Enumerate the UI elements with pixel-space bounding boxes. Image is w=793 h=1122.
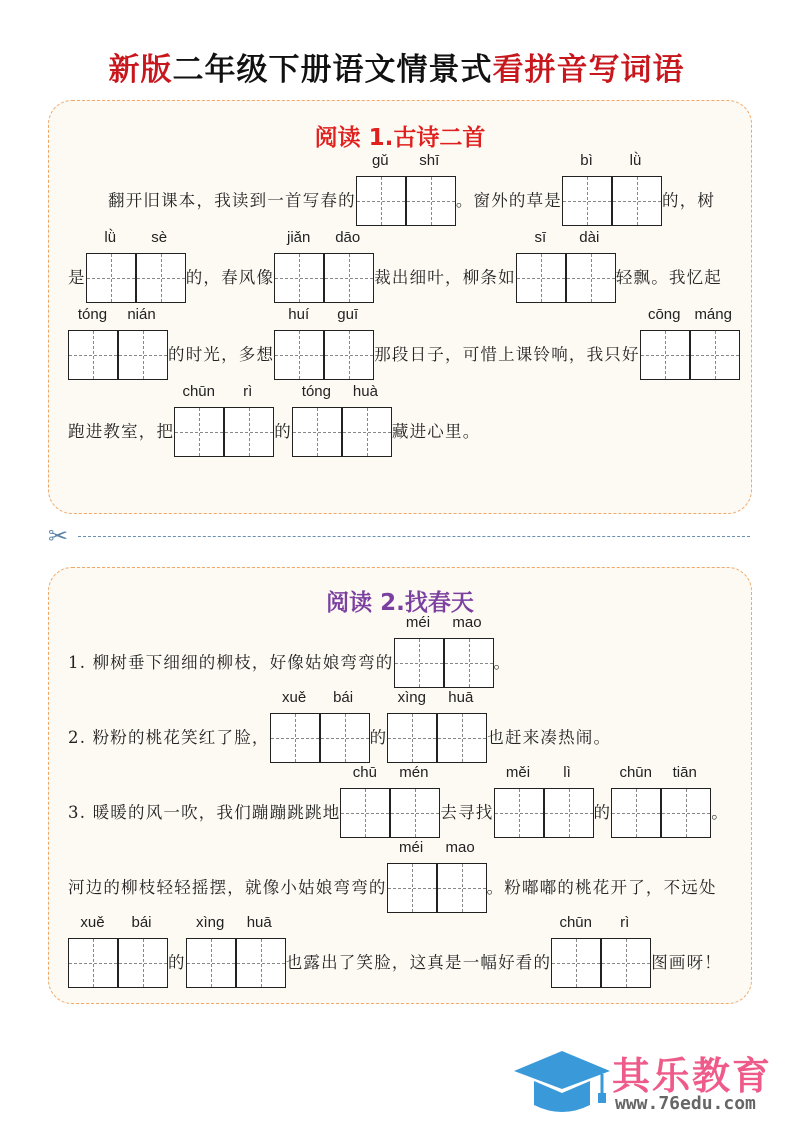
writing-cell[interactable] — [387, 713, 437, 763]
writing-cell[interactable] — [68, 938, 118, 988]
pinyin-label: lì — [563, 764, 571, 781]
answer-box-group — [174, 383, 274, 457]
pinyin-label: xìng — [196, 914, 225, 931]
sentence-text: 2. 粉粉的桃花笑红了脸， — [68, 728, 270, 747]
pinyin-label: xuě — [282, 689, 307, 706]
writing-cell[interactable] — [86, 253, 136, 303]
answer-box-group — [68, 306, 168, 380]
writing-cell[interactable] — [544, 788, 594, 838]
answer-box-group — [340, 764, 440, 838]
title-part-1: 新版 — [108, 52, 173, 88]
pinyin-label: huā — [246, 914, 272, 931]
writing-cell[interactable] — [494, 788, 544, 838]
logo-name: 其乐教育 — [612, 1054, 773, 1098]
sentence-text: 是 — [68, 268, 86, 287]
writing-cell[interactable] — [437, 863, 487, 913]
sentence-text: 藏进心里。 — [391, 422, 481, 441]
pinyin-label: mao — [452, 614, 482, 631]
answer-box-group — [562, 152, 662, 226]
section2-line-2 — [68, 689, 612, 763]
pinyin-label: sī — [534, 229, 547, 246]
answer-box-group — [387, 689, 487, 763]
sentence-text: 。粉嘟嘟的桃花开了，不远处 — [486, 878, 717, 897]
writing-cell[interactable] — [324, 253, 374, 303]
section1-line-1 — [108, 152, 716, 226]
sentence-text: 的 — [168, 953, 186, 972]
sentence-text: 裁出细叶，柳条如 — [374, 268, 516, 287]
writing-cell[interactable] — [390, 788, 440, 838]
answer-box-group — [387, 839, 487, 913]
pinyin-label: chūn — [619, 764, 652, 781]
sentence-text: 的时光，多想 — [168, 345, 275, 364]
cut-line — [78, 536, 750, 537]
pinyin-label: chūn — [182, 383, 215, 400]
section1-line-3 — [68, 306, 740, 380]
sentence-text: 3. 暖暖的风一吹，我们蹦蹦跳跳地 — [68, 803, 341, 822]
logo-url: www.76edu.com — [615, 1093, 756, 1114]
pinyin-label: nián — [127, 306, 156, 323]
pinyin-label: tóng — [301, 383, 331, 400]
pinyin-label: bái — [131, 914, 152, 931]
section2-line-1 — [68, 614, 512, 688]
writing-cell[interactable] — [406, 176, 456, 226]
answer-box-group — [551, 914, 651, 988]
writing-cell[interactable] — [320, 713, 370, 763]
pinyin-label: mao — [445, 839, 475, 856]
writing-cell[interactable] — [224, 407, 274, 457]
pinyin-label: xuě — [80, 914, 105, 931]
answer-box-group — [611, 764, 711, 838]
graduation-cap-icon — [512, 1043, 612, 1118]
answer-box-group — [292, 383, 392, 457]
sentence-text: 图画呀！ — [651, 953, 723, 972]
sentence-text: 轻飘。我忆起 — [615, 268, 723, 287]
pinyin-label: huà — [352, 383, 378, 400]
pinyin-label: dài — [579, 229, 600, 246]
pinyin-label: dāo — [335, 229, 361, 246]
writing-cell[interactable] — [394, 638, 444, 688]
writing-cell[interactable] — [516, 253, 566, 303]
pinyin-label: chū — [352, 764, 377, 781]
pinyin-label: méi — [405, 614, 431, 631]
writing-cell[interactable] — [118, 938, 168, 988]
sentence-text: 的 — [274, 422, 292, 441]
pinyin-label: tóng — [77, 306, 108, 323]
sentence-text: 去寻找 — [440, 803, 494, 822]
writing-cell[interactable] — [601, 938, 651, 988]
answer-box-group — [270, 689, 370, 763]
writing-cell[interactable] — [661, 788, 711, 838]
writing-cell[interactable] — [68, 330, 118, 380]
sentence-text: 那段日子，可惜上课铃响，我只好 — [374, 345, 640, 364]
title-part-2: 二年级下册语文情景式 — [172, 52, 493, 88]
sentence-text: 的，树 — [662, 191, 716, 210]
writing-cell[interactable] — [174, 407, 224, 457]
pinyin-label: chūn — [559, 914, 592, 931]
page-title — [0, 44, 793, 89]
answer-box-group — [186, 914, 286, 988]
sentence-text: 河边的柳枝轻轻摇摆，就像小姑娘弯弯的 — [68, 878, 387, 897]
sentence-text: 1. 柳树垂下细细的柳枝，好像姑娘弯弯的 — [68, 653, 394, 672]
answer-box-group — [68, 914, 168, 988]
writing-cell[interactable] — [356, 176, 406, 226]
sentence-text: 的，春风像 — [185, 268, 275, 287]
writing-cell[interactable] — [324, 330, 374, 380]
sentence-text: 。窗外的草是 — [455, 191, 563, 210]
writing-cell[interactable] — [640, 330, 690, 380]
writing-cell[interactable] — [690, 330, 740, 380]
section1-line-2 — [68, 229, 723, 303]
writing-cell[interactable] — [342, 407, 392, 457]
pinyin-label: máng — [694, 306, 732, 323]
answer-box-group — [356, 152, 456, 226]
pinyin-label: mén — [399, 764, 429, 781]
sentence-text: 也露出了笑脸，这真是一幅好看的 — [285, 953, 552, 972]
answer-box-group — [274, 306, 374, 380]
pinyin-label: huā — [448, 689, 474, 706]
writing-cell[interactable] — [444, 638, 494, 688]
logo — [512, 1043, 792, 1118]
pinyin-label: lǜ — [629, 152, 642, 169]
sentence-text: 。 — [711, 803, 729, 822]
writing-cell[interactable] — [236, 938, 286, 988]
sentence-text: 跑进教室，把 — [68, 422, 175, 441]
pinyin-label: sè — [151, 229, 168, 246]
pinyin-label: rì — [620, 914, 630, 931]
writing-cell[interactable] — [562, 176, 612, 226]
writing-cell[interactable] — [270, 713, 320, 763]
section-2-title: 阅读 2.找春天 — [326, 590, 474, 616]
writing-cell[interactable] — [292, 407, 342, 457]
pinyin-label: cōng — [647, 306, 681, 323]
sentence-text: 翻开旧课本，我读到一首写春的 — [108, 191, 356, 210]
writing-cell[interactable] — [566, 253, 616, 303]
answer-box-group — [394, 614, 494, 688]
writing-cell[interactable] — [612, 176, 662, 226]
writing-cell[interactable] — [437, 713, 487, 763]
answer-box-group — [274, 229, 374, 303]
writing-cell[interactable] — [274, 253, 324, 303]
pinyin-label: guī — [337, 306, 359, 323]
section1-line-4 — [68, 383, 481, 457]
writing-cell[interactable] — [340, 788, 390, 838]
pinyin-label: gǔ — [371, 152, 389, 169]
pinyin-label: shī — [419, 152, 440, 169]
writing-cell[interactable] — [387, 863, 437, 913]
section2-line-5 — [68, 914, 723, 988]
sentence-text: 也赶来凑热闹。 — [487, 728, 612, 747]
section2-line-4 — [68, 839, 717, 913]
scissors-icon: ✂ — [48, 522, 69, 550]
pinyin-label: bì — [580, 152, 593, 169]
section2-line-3 — [68, 764, 729, 838]
answer-box-group — [516, 229, 616, 303]
answer-box-group — [640, 306, 740, 380]
answer-box-group — [86, 229, 186, 303]
answer-box-group — [494, 764, 594, 838]
sentence-text: 的 — [593, 803, 612, 822]
writing-cell[interactable] — [551, 938, 601, 988]
title-part-3: 看拼音写词语 — [492, 52, 685, 88]
sentence-text: 的 — [369, 728, 388, 747]
sentence-text: 。 — [493, 653, 512, 672]
writing-cell[interactable] — [136, 253, 186, 303]
pinyin-label: lǜ — [104, 229, 117, 246]
pinyin-label: měi — [505, 764, 531, 781]
writing-cell[interactable] — [118, 330, 168, 380]
pinyin-label: bái — [333, 689, 354, 706]
pinyin-label: méi — [399, 839, 424, 856]
writing-cell[interactable] — [186, 938, 236, 988]
pinyin-label: rì — [243, 383, 253, 400]
pinyin-label: jiǎn — [287, 229, 311, 246]
writing-cell[interactable] — [274, 330, 324, 380]
writing-cell[interactable] — [611, 788, 661, 838]
pinyin-label: xìng — [397, 689, 426, 706]
pinyin-label: huí — [288, 306, 310, 323]
pinyin-label: tiān — [672, 764, 697, 781]
section-1-title: 阅读 1.古诗二首 — [314, 125, 486, 151]
